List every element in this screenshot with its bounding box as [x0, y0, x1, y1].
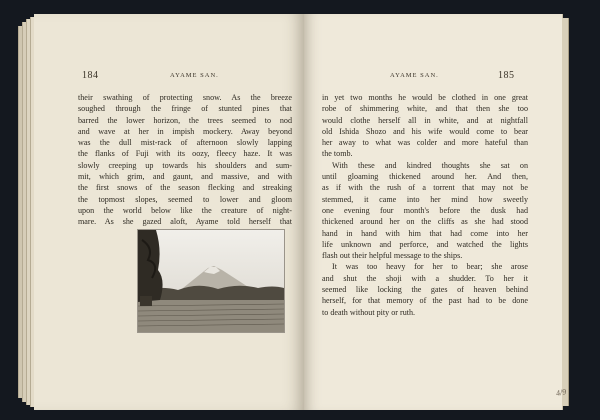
text-line: one evening four month's before the dusk had: [322, 205, 528, 215]
text-line: hand in hand with him that had come into her: [322, 228, 528, 238]
right-page-text: [322, 92, 528, 318]
text-line: old Ishida Shozo and his wife would come to bear: [322, 126, 528, 136]
text-line: her away to what was colder and more hateful than: [322, 138, 528, 148]
text-line: With these and kindred thoughts she sat on: [332, 160, 528, 170]
left-page-text: [78, 92, 292, 228]
page-edge: [562, 18, 569, 406]
text-line: and wave at her in impish mockery. Away beyond: [78, 126, 292, 136]
page-number: 185: [498, 70, 515, 81]
text-line: herself, for that memory of the past had to be done: [322, 296, 528, 306]
pencil-annotation: 4/9: [555, 387, 568, 398]
text-line: was the dull mist-rack of afternoon slowly lapping: [78, 138, 292, 148]
text-line: the flanks of Fuji with its oozy, fleecy haze. It was: [78, 149, 292, 159]
text-line: stemmed, it came into her mind how sweetly: [322, 194, 528, 204]
text-line: in yet two months he would be clothed in one great: [322, 93, 528, 102]
text-line: robe of shimmering white, and that then she too: [322, 104, 528, 114]
text-line: the tomb.: [322, 149, 353, 159]
left-page: [34, 14, 304, 410]
text-line: slowly creeping up towards his shoulders and sum-: [78, 160, 292, 170]
text-line: upon the world below like the creature of night-: [78, 205, 292, 215]
text-line: their swathing of protecting snow. As the breeze: [78, 93, 292, 102]
text-line: as if with the rush of a torrent that may not be: [322, 183, 528, 193]
text-line: seemed like locking the gates of heaven behind: [322, 285, 528, 295]
page-number: 184: [82, 70, 99, 81]
text-line: mare. As she gazed aloft, Ayame told herself that: [78, 217, 292, 227]
right-page: [304, 14, 563, 410]
text-line: the first snows of the season flecking and streaking: [78, 183, 292, 193]
text-line: would clothe herself all in white, and at nightfall: [322, 115, 528, 125]
landscape-image: [138, 230, 284, 332]
text-line: barred the lower horizon, the trees seemed to nod: [78, 115, 292, 125]
left-page-header: [82, 70, 292, 81]
running-head: AYAME SAN.: [170, 72, 219, 79]
text-line: until gloaming thickened around her. And then,: [322, 172, 528, 182]
text-line: life unknown and perforce, and watched the lights: [322, 239, 528, 249]
running-head: AYAME SAN.: [390, 72, 439, 79]
fuji-photograph-plate: [137, 229, 285, 333]
text-line: to death without pity or ruth.: [322, 307, 416, 317]
text-line: thickened around her on the cliffs as she had stood: [322, 217, 528, 227]
text-line: mit, which grim, and gaunt, and massive, and with: [78, 172, 292, 182]
text-line: It was too heavy for her to bear; she arose: [332, 262, 528, 272]
text-line: soughed through the fringe of stunted pines that: [78, 104, 292, 114]
text-line: and shut the shoji with a shudder. To her it: [322, 273, 528, 283]
open-book: [18, 14, 570, 410]
text-line: flash out their helpful message to the ships.: [322, 251, 463, 261]
text-line: the topmost slopes, seemed to lower and gloom: [78, 194, 292, 204]
